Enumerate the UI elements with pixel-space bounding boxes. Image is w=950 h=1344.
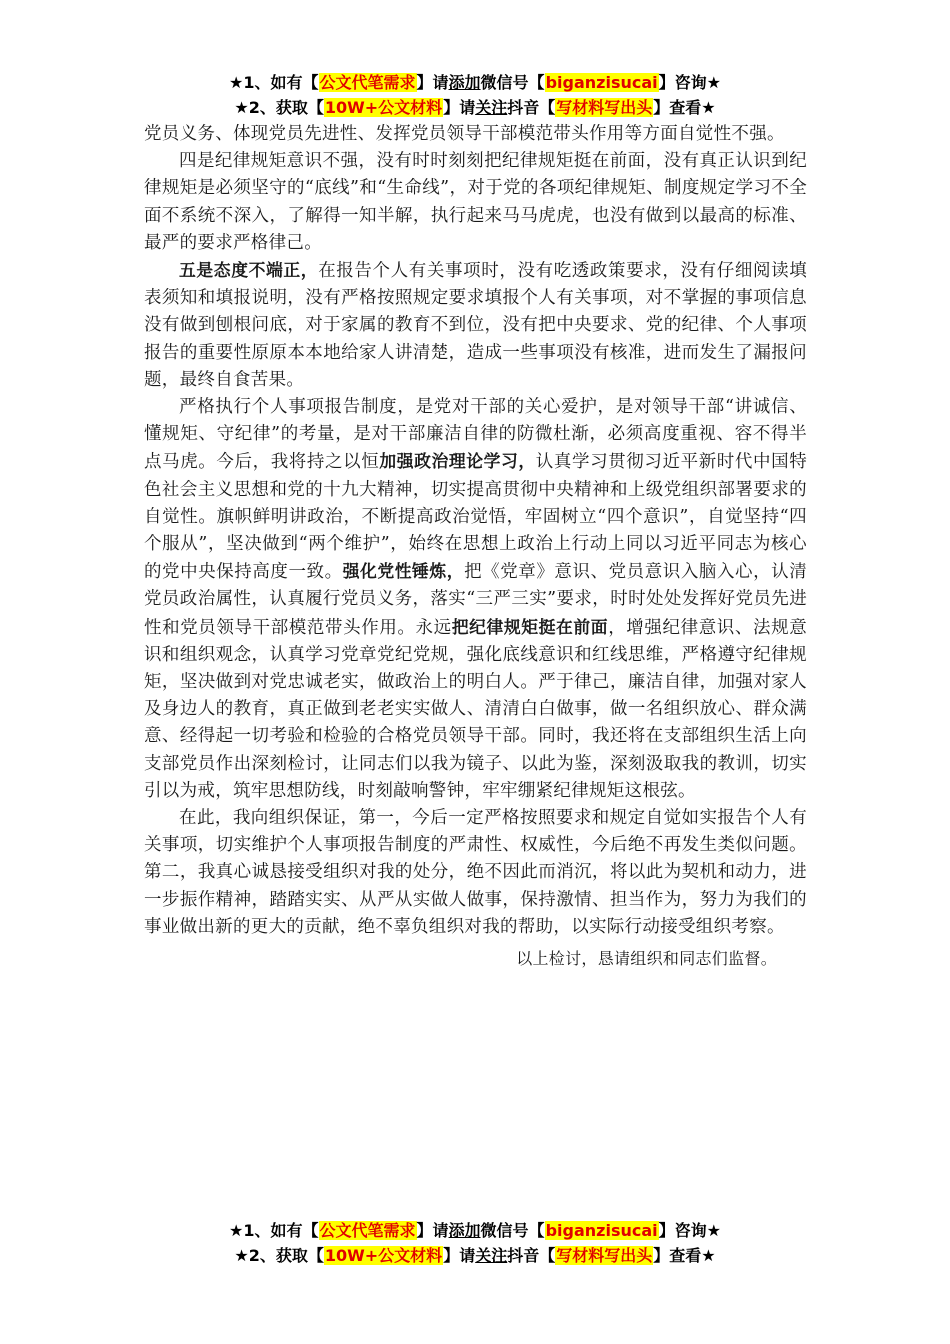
bold-phrase-3: 把纪律规矩挺在前面 (451, 616, 609, 637)
closing-line: 以上检讨，恳请组织和同志们监督。 (516, 949, 777, 969)
paragraph-1: 党员义务、体现党员先进性、发挥党员领导干部模范带头作用等方面自觉性不强。 (144, 124, 785, 144)
bold-phrase-2: 强化党性锤炼， (342, 561, 465, 582)
banner-line-1: ★1、如有【公文代笔需求】请添加微信号【biganzisucai】咨询★ (229, 1221, 721, 1240)
highlight-materials: 10W+公文材料 (324, 98, 443, 117)
paragraph-3: 五是态度不端正，在报告个人有关事项时，没有吃透政策要求，没有仔细阅读填表须知和填报说明，没有严格按照规定要求填报个人有关事项，对不掌握的事项信息没有做到刨根问底，对于家属的教育不到位，没有把中央要求、党的纪律、个人事项报告的重要性原原本本地给家人讲清楚，造成一些事项没有核准，进而发生了漏报问题，最终自食苦果。 (144, 260, 807, 390)
highlight-materials: 10W+公文材料 (324, 1246, 443, 1265)
highlight-service: 公文代笔需求 (319, 73, 416, 92)
paragraph-4: 严格执行个人事项报告制度，是党对干部的关心爱护，是对领导干部“讲诚信、懂规矩、守纪律”的考量，是对干部廉洁自律的防微杜渐，必须高度重视、容不得半点马虎。今后，我将持之以恒加强政治理论学习，认真学习贯彻习近平新时代中国特色社会主义思想和党的十九大精神，切实提高贯彻中央精神和上级党组织部署要求的自觉性。旗帜鲜明讲政治，不断提高政治觉悟，牢固树立“四个意识”，自觉坚持“四个服从”，坚决做到“两个维护”，始终在思想上政治上行动上同以习近平同志为核心的党中央保持高度一致。强化党性锤炼，把《党章》意识、党员意识入脑入心，认清党员政治属性，认真履行党员义务，落实“三严三实”要求，时时处处发挥好党员先进性和党员领导干部模范带头作用。永远把纪律规矩挺在前面，增强纪律意识、法规意识和组织观念，认真学习党章党纪党规，强化底线意识和红线思维，严格遵守纪律规矩，坚决做到对党忠诚老实，做政治上的明白人。严于律己，廉洁自律，加强对家人及身边人的教育，真正做到老老实实做人、清清白白做事，做一名组织放心、群众满意、经得起一切考验和检验的合格党员领导干部。同时，我还将在支部组织生活上向支部党员作出深刻检讨，让同志们以我为镜子、以此为鉴，深刻汲取我的教训，切实引以为戒，筑牢思想防线，时刻敲响警钟，牢牢绷紧纪律规矩这根弦。 (144, 397, 808, 801)
bold-phrase-1: 加强政治理论学习， (379, 451, 536, 472)
highlight-wechat-id: biganzisucai (545, 1221, 658, 1240)
highlight-douyin-account: 写材料写出头 (556, 1246, 653, 1265)
banner-line-2: ★2、获取【10W+公文材料】请关注抖音【写材料写出头】查看★ (234, 1246, 716, 1265)
header-banner (0, 70, 950, 120)
highlight-wechat-id: biganzisucai (545, 73, 658, 92)
footer-banner (0, 1218, 950, 1268)
banner-line-2: ★2、获取【10W+公文材料】请关注抖音【写材料写出头】查看★ (234, 98, 716, 117)
highlight-douyin-account: 写材料写出头 (556, 98, 653, 117)
paragraph-2: 四是纪律规矩意识不强，没有时时刻刻把纪律规矩挺在前面，没有真正认识到纪律规矩是必须坚守的“底线”和“生命线”，对于党的各项纪律规矩、制度规定学习不全面不系统不深入，了解得一知半解，执行起来马马虎虎，也没有做到以最高的标准、最严的要求严格律己。 (144, 151, 807, 253)
highlight-service: 公文代笔需求 (319, 1221, 416, 1240)
banner-line-1: ★1、如有【公文代笔需求】请添加微信号【biganzisucai】咨询★ (229, 73, 721, 92)
paragraph-5: 在此，我向组织保证，第一，今后一定严格按照要求和规定自觉如实报告个人有关事项，切实维护个人事项报告制度的严肃性、权威性，今后绝不再发生类似问题。第二，我真心诚恳接受组织对我的处分，绝不因此而消沉，将以此为契机和动力，进一步振作精神，踏踏实实、从严从实做人做事，保持激情、担当作为，努力为我们的事业做出新的更大的贡献，绝不辜负组织对我的帮助，以实际行动接受组织考察。 (144, 808, 807, 937)
bold-heading: 五是态度不端正， (179, 260, 319, 281)
document-body (144, 121, 807, 972)
